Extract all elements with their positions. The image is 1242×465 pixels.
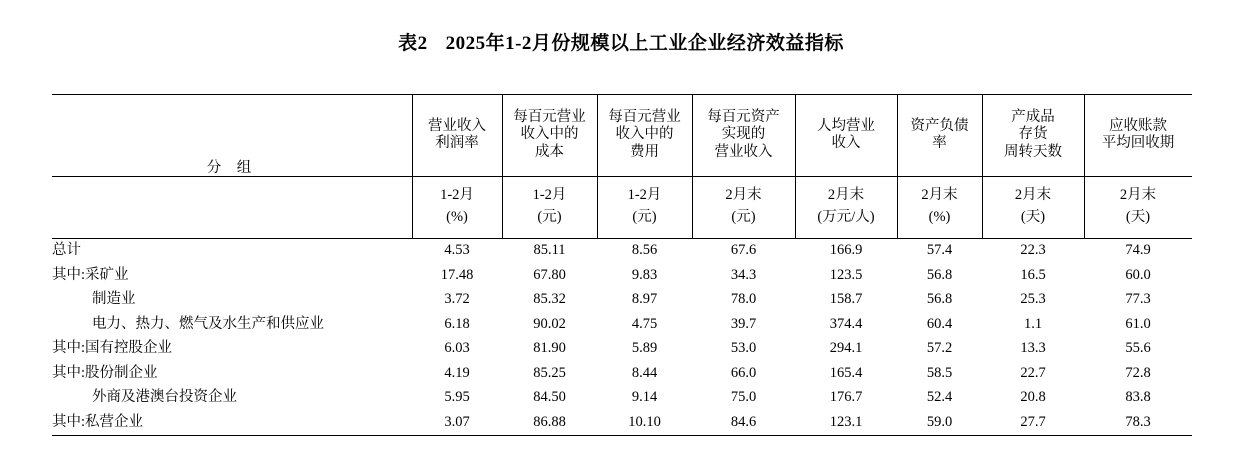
row-prefix: 其中: xyxy=(52,266,86,283)
header-line: 率 xyxy=(932,135,947,151)
cell-value: 67.80 xyxy=(533,266,566,283)
header-line: 营业收入 xyxy=(428,117,486,134)
unit-label: (元) xyxy=(731,209,756,225)
header-line: 存货 xyxy=(1018,126,1048,143)
header-line: 每百元资产 xyxy=(707,109,780,126)
cell-value: 9.83 xyxy=(631,266,658,283)
cell-value: 85.11 xyxy=(533,242,566,258)
header-line: 每百元营业 xyxy=(608,109,681,126)
table-row xyxy=(52,312,1192,337)
header-line: 利润率 xyxy=(435,135,479,151)
row-label xyxy=(52,385,412,410)
row-label xyxy=(52,263,412,288)
stub-header: 分 组 xyxy=(206,159,258,176)
row-label xyxy=(52,361,412,386)
column-header-revenue-per-100-assets xyxy=(692,94,795,176)
cell-value: 57.4 xyxy=(926,242,953,258)
cell-value: 55.6 xyxy=(1125,340,1151,356)
cell-value: 20.8 xyxy=(1020,389,1046,405)
table-vline-3 xyxy=(597,94,598,238)
cell-value: 78.3 xyxy=(1125,413,1151,430)
cell-value: 22.3 xyxy=(1020,242,1046,258)
table-vline-4 xyxy=(692,94,693,238)
header-line: 收入中的 xyxy=(615,126,674,143)
header-line: 实现的 xyxy=(721,126,766,143)
cell-value: 166.9 xyxy=(829,242,863,258)
column-header-profit-margin xyxy=(412,94,502,176)
column-header-cost-per-100 xyxy=(502,94,597,176)
period-label: 2月末 xyxy=(921,187,958,204)
column-header-debt-ratio xyxy=(897,94,982,176)
cell-value: 123.1 xyxy=(829,413,863,430)
row-prefix: 其中: xyxy=(52,340,86,356)
cell-value: 86.88 xyxy=(533,413,566,430)
row-name: 私营企业 xyxy=(85,413,144,430)
cell-value: 34.3 xyxy=(730,266,757,283)
cell-value: 1.1 xyxy=(1023,315,1043,332)
cell-value: 66.0 xyxy=(730,364,757,381)
unit-label: (%) xyxy=(446,209,468,225)
row-label xyxy=(52,238,412,263)
cell-value: 39.7 xyxy=(730,315,757,332)
unit-label: (天) xyxy=(1125,209,1151,225)
column-subheader-cost-per-100 xyxy=(502,176,597,238)
table-rule-bottom xyxy=(52,435,1192,436)
cell-value: 4.19 xyxy=(444,364,470,381)
column-subheader-expense-per-100 xyxy=(597,176,692,238)
column-subheader-inventory-turnover-days xyxy=(982,176,1084,238)
cell-value: 16.5 xyxy=(1020,266,1046,283)
unit-label: (%) xyxy=(928,209,951,225)
cell-value: 8.97 xyxy=(631,291,658,307)
row-name: 股份制企业 xyxy=(85,364,158,381)
cell-value: 5.89 xyxy=(631,340,658,356)
cell-value: 53.0 xyxy=(730,340,757,356)
row-name: 外商及港澳台投资企业 xyxy=(92,389,237,405)
cell-value: 9.14 xyxy=(631,389,658,405)
row-label xyxy=(52,287,412,312)
row-label xyxy=(52,312,412,337)
header-line: 营业收入 xyxy=(714,143,773,160)
cell-value: 17.48 xyxy=(440,266,474,283)
table-vline-1 xyxy=(412,94,413,238)
table-vline-2 xyxy=(502,94,503,238)
table-row xyxy=(52,336,1192,361)
table-row xyxy=(52,263,1192,288)
cell-value: 83.8 xyxy=(1125,389,1151,405)
cell-value: 4.53 xyxy=(444,242,470,258)
cell-value: 77.3 xyxy=(1125,291,1151,307)
table-rule-top xyxy=(52,94,1192,95)
cell-value: 176.7 xyxy=(829,389,863,405)
row-name: 电力、热力、燃气及水生产和供应业 xyxy=(92,315,324,332)
cell-value: 60.0 xyxy=(1125,266,1151,283)
cell-value: 60.4 xyxy=(926,315,953,332)
unit-label: (天) xyxy=(1020,209,1046,225)
page-title xyxy=(0,0,1242,55)
header-line: 人均营业 xyxy=(817,117,875,134)
header-line: 收入 xyxy=(831,135,861,151)
header-line: 成本 xyxy=(535,143,564,160)
table-vline-5 xyxy=(795,94,796,238)
table-row xyxy=(52,287,1192,312)
cell-value: 52.4 xyxy=(926,389,953,405)
cell-value: 57.2 xyxy=(926,340,953,356)
cell-value: 165.4 xyxy=(829,364,863,381)
row-prefix: 其中: xyxy=(52,364,86,381)
table-row xyxy=(52,385,1192,410)
column-subheader-revenue-per-capita xyxy=(795,176,897,238)
header-line: 平均回收期 xyxy=(1101,135,1175,151)
cell-value: 158.7 xyxy=(829,291,863,307)
row-prefix: 其中: xyxy=(52,413,86,430)
header-line: 资产负债 xyxy=(910,117,969,134)
cell-value: 25.3 xyxy=(1020,291,1046,307)
cell-value: 3.07 xyxy=(444,413,470,430)
cell-value: 123.5 xyxy=(829,266,863,283)
column-header-receivables-collection-period xyxy=(1084,94,1192,176)
period-label: 1-2月 xyxy=(532,187,567,204)
cell-value: 81.90 xyxy=(533,340,566,356)
cell-value: 10.10 xyxy=(628,413,661,430)
header-line: 费用 xyxy=(630,143,659,160)
period-label: 1-2月 xyxy=(627,187,662,204)
cell-value: 56.8 xyxy=(926,266,953,283)
cell-value: 85.25 xyxy=(533,364,566,381)
table-row xyxy=(52,361,1192,386)
table-header-row-top xyxy=(52,94,1192,176)
cell-value: 72.8 xyxy=(1125,364,1151,381)
cell-value: 6.03 xyxy=(444,340,470,356)
cell-value: 85.32 xyxy=(533,291,566,307)
column-subheader-debt-ratio xyxy=(897,176,982,238)
cell-value: 4.75 xyxy=(631,315,658,332)
header-line: 收入中的 xyxy=(520,126,579,143)
table-vline-6 xyxy=(897,94,898,238)
row-name: 采矿业 xyxy=(85,266,129,283)
cell-value: 13.3 xyxy=(1020,340,1046,356)
header-line: 产成品 xyxy=(1011,109,1055,126)
cell-value: 67.6 xyxy=(730,242,757,258)
cell-value: 75.0 xyxy=(730,389,757,405)
cell-value: 74.9 xyxy=(1125,242,1151,258)
period-label: 2月末 xyxy=(725,187,762,204)
cell-value: 58.5 xyxy=(926,364,953,381)
period-label: 2月末 xyxy=(1119,187,1157,204)
column-subheader-revenue-per-100-assets xyxy=(692,176,795,238)
cell-value: 84.50 xyxy=(533,389,566,405)
title-text: 2025年1-2月份规模以上工业企业经济效益指标 xyxy=(445,33,844,54)
cell-value: 27.7 xyxy=(1020,413,1046,430)
cell-value: 90.02 xyxy=(533,315,566,332)
header-line: 每百元营业 xyxy=(513,109,586,126)
column-header-expense-per-100 xyxy=(597,94,692,176)
cell-value: 6.18 xyxy=(444,315,470,332)
cell-value: 56.8 xyxy=(926,291,953,307)
period-label: 2月末 xyxy=(827,187,865,204)
row-label xyxy=(52,410,412,435)
cell-value: 374.4 xyxy=(829,315,863,332)
cell-value: 61.0 xyxy=(1125,315,1151,332)
column-subheader-receivables-collection-period xyxy=(1084,176,1192,238)
cell-value: 8.56 xyxy=(631,242,658,258)
table-row xyxy=(52,410,1192,435)
period-label: 1-2月 xyxy=(440,187,474,204)
table-rule-header-bottom xyxy=(52,238,1192,239)
cell-value: 84.6 xyxy=(730,413,757,430)
unit-label: (元) xyxy=(537,209,562,225)
header-line: 应收账款 xyxy=(1109,117,1167,134)
table-rule-header-mid xyxy=(52,176,1192,177)
cell-value: 5.95 xyxy=(444,389,470,405)
unit-label: (元) xyxy=(632,209,657,225)
column-subheader-profit-margin xyxy=(412,176,502,238)
row-name: 国有控股企业 xyxy=(85,340,173,356)
statistics-table xyxy=(52,94,1192,434)
unit-label: (万元/人) xyxy=(817,209,875,225)
row-label xyxy=(52,336,412,361)
header-line: 周转天数 xyxy=(1004,143,1062,160)
cell-value: 22.7 xyxy=(1020,364,1046,381)
cell-value: 59.0 xyxy=(926,413,953,430)
table-row xyxy=(52,238,1192,263)
cell-value: 3.72 xyxy=(444,291,470,307)
row-name: 总计 xyxy=(52,242,81,258)
column-header-revenue-per-capita xyxy=(795,94,897,176)
period-label: 2月末 xyxy=(1014,187,1052,204)
row-name: 制造业 xyxy=(92,291,136,307)
table-vline-7 xyxy=(982,94,983,238)
cell-value: 8.44 xyxy=(631,364,658,381)
cell-value: 294.1 xyxy=(829,340,863,356)
title-label: 表2 xyxy=(398,33,428,54)
cell-value: 78.0 xyxy=(730,291,757,307)
column-header-inventory-turnover-days xyxy=(982,94,1084,176)
table-vline-8 xyxy=(1084,94,1085,238)
